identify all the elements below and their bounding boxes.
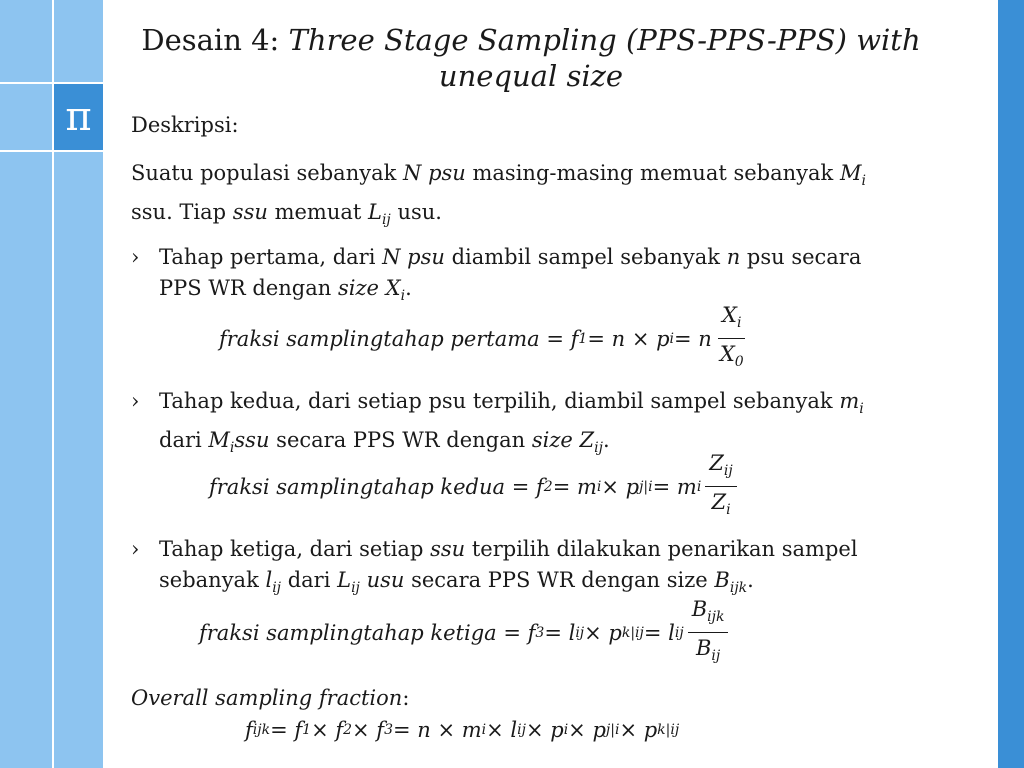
formula-sub: 3 — [384, 722, 393, 738]
den-sub: 0 — [734, 354, 744, 371]
intro-paragraph — [131, 158, 981, 236]
title-italic: Three Stage Sampling (PPS-PPS-PPS) with unequal size — [288, 23, 921, 93]
intro-math: L — [367, 200, 382, 225]
stage3-sub: ij — [351, 580, 360, 597]
stage1-formula — [219, 300, 748, 377]
formula-part: × f — [352, 718, 385, 742]
stage2-math: ssu — [234, 428, 270, 453]
overall-colon: : — [402, 686, 410, 710]
stage2-text: secara PPS WR dengan — [269, 428, 532, 453]
fraction-numerator — [718, 300, 745, 339]
den-text: Z — [711, 490, 727, 515]
num-sub: i — [736, 315, 742, 332]
formula-part: × p — [525, 718, 564, 742]
overall-label — [131, 683, 981, 714]
stage3-text: Tahap ketiga, dari setiap — [159, 537, 431, 561]
stage1-math: N psu — [382, 245, 445, 269]
formula-part: = m — [552, 474, 597, 499]
stage2-text: . — [602, 428, 610, 453]
stage3-math: L — [337, 568, 352, 592]
fraction-denominator — [692, 633, 724, 671]
stage3-text: secara PPS WR dengan size — [404, 568, 715, 592]
formula-sub: j|i — [639, 478, 653, 495]
num-sub: ij — [723, 463, 733, 480]
overall-label-text: Overall sampling fraction — [131, 686, 403, 710]
formula-part: × p — [568, 718, 606, 742]
stage3-text: terpilih dilakukan penarikan sampel — [465, 537, 858, 561]
stage2-sub: i — [229, 440, 235, 457]
formula-sub: i — [696, 478, 702, 495]
stage2-math: size Z — [531, 428, 595, 453]
formula-part: = n × p — [587, 326, 670, 351]
formula-part: × p — [601, 474, 640, 499]
slide-content — [131, 0, 995, 768]
right-decor-bar — [998, 0, 1024, 768]
stage3-sub: ijk — [729, 580, 748, 597]
num-text: X — [722, 303, 737, 327]
stage3-text: sebanyak — [159, 568, 266, 592]
stage1-text: . — [405, 276, 412, 300]
stage1-sub: i — [400, 288, 406, 305]
fraction-numerator — [705, 448, 736, 487]
stage1-text: PPS WR dengan — [159, 276, 338, 300]
stage3-text: . — [747, 568, 754, 592]
intro-math: ssu — [232, 200, 268, 225]
formula-sub: j|i — [605, 722, 620, 738]
intro-math: N psu — [403, 161, 466, 185]
fraction-denominator — [716, 339, 748, 377]
title-prefix: Desain 4: — [141, 23, 289, 57]
formula-sub: ijk — [252, 722, 271, 738]
stage3-fraction — [688, 594, 729, 671]
stage3-formula — [199, 594, 728, 671]
intro-text: usu. — [390, 200, 442, 225]
formula-part: × p — [619, 718, 658, 742]
stage3-math: B — [714, 568, 730, 592]
formula-sub: i — [481, 722, 487, 738]
stage3-math: l — [265, 568, 273, 592]
stage1-math: n — [726, 245, 741, 269]
formula-sub: 2 — [543, 478, 553, 495]
formula-sub: ij — [517, 722, 526, 738]
formula-part: = l — [643, 620, 675, 645]
formula-part: = f — [270, 718, 303, 742]
formula-part: × f — [311, 718, 344, 742]
den-text: B — [695, 636, 712, 661]
slide-title — [131, 22, 931, 94]
formula-part: = l — [544, 620, 576, 645]
formula-part: f — [245, 718, 253, 742]
fraction-numerator — [688, 594, 729, 633]
stage1-text: psu secara — [740, 245, 862, 269]
stage2-formula — [209, 448, 737, 525]
intro-sub: i — [861, 173, 866, 190]
stage2-sub: i — [859, 401, 864, 418]
stage3-text: dari — [281, 568, 338, 592]
den-text: X — [719, 342, 735, 367]
intro-text: memuat — [267, 200, 368, 225]
bullet-mark: › — [131, 537, 140, 561]
formula-part: = n × m — [393, 718, 482, 742]
formula-part: × l — [486, 718, 518, 742]
left-decor-bar — [0, 0, 103, 768]
formula-sub: k|ij — [621, 624, 644, 641]
num-text: Z — [709, 451, 724, 475]
stage2-math: m — [839, 389, 860, 413]
formula-sub: 2 — [343, 722, 353, 738]
stage3-math: usu — [359, 568, 405, 592]
den-sub: ij — [711, 648, 721, 665]
formula-sub: 1 — [302, 722, 312, 738]
bullet-mark: › — [131, 245, 140, 269]
left-bar-line-bottom — [0, 150, 103, 152]
deskripsi-label: Deskripsi: — [131, 113, 239, 137]
stage1-text: Tahap pertama, dari — [159, 245, 383, 269]
num-sub: ijk — [707, 609, 725, 626]
formula-part: fraksi samplingtahap pertama = f — [219, 326, 579, 351]
formula-part: fraksi samplingtahap kedua = f — [209, 474, 544, 499]
bullet-mark: › — [131, 389, 140, 413]
stage1-math: size X — [337, 276, 401, 300]
formula-part: = m — [652, 474, 697, 499]
intro-text: masing-masing memuat sebanyak — [465, 161, 840, 185]
intro-text: Suatu populasi sebanyak — [131, 161, 404, 185]
formula-sub: i — [669, 330, 675, 347]
stage2-math: M — [208, 428, 230, 453]
formula-sub: i — [563, 722, 569, 738]
formula-sub: 3 — [535, 624, 545, 641]
fraction-denominator — [707, 487, 734, 525]
pi-glyph: π — [65, 94, 92, 140]
intro-text: ssu. Tiap — [131, 200, 233, 225]
formula-part: × p — [584, 620, 622, 645]
formula-sub: ij — [674, 624, 684, 641]
formula-sub: 1 — [578, 330, 588, 347]
stage3-math: ssu — [430, 537, 466, 561]
formula-sub: k|ij — [657, 722, 680, 738]
formula-sub: i — [596, 478, 602, 495]
stage2-text: Tahap kedua, dari setiap psu terpilih, diambil sampel sebanyak — [159, 389, 840, 413]
stage1-text: diambil sampel sebanyak — [444, 245, 727, 269]
intro-sub: ij — [381, 212, 391, 229]
num-text: B — [691, 597, 708, 621]
pi-logo-icon — [54, 84, 103, 150]
intro-math: M — [839, 161, 862, 185]
overall-formula — [245, 718, 679, 742]
formula-part: fraksi samplingtahap ketiga = f — [199, 620, 536, 645]
stage2-text: dari — [159, 428, 209, 453]
stage2-fraction — [705, 448, 736, 525]
den-sub: i — [726, 502, 731, 519]
stage2-sub: ij — [594, 440, 603, 457]
formula-part: = n — [674, 326, 712, 351]
stage1-fraction — [716, 300, 748, 377]
stage3-sub: ij — [272, 580, 282, 597]
formula-sub: ij — [575, 624, 585, 641]
